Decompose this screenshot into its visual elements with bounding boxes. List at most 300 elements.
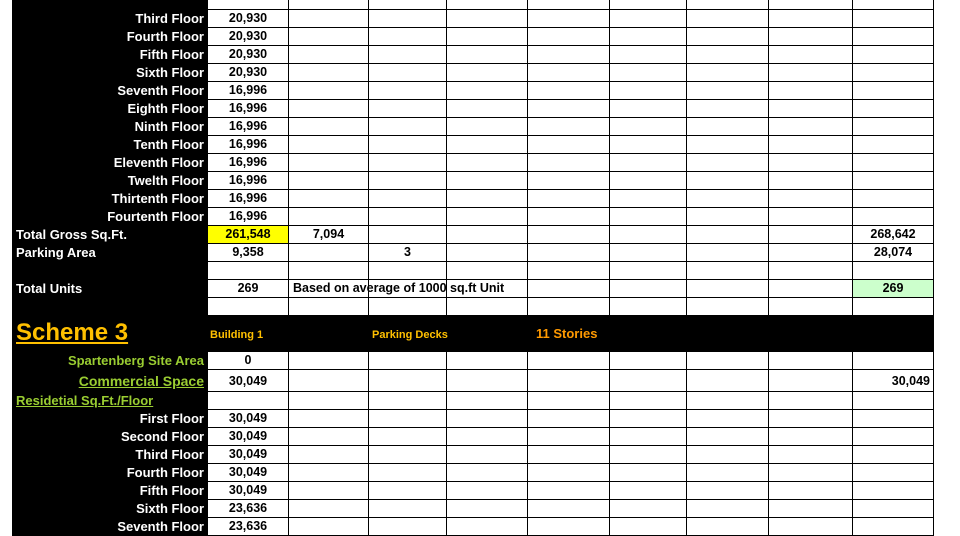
cell[interactable]: [528, 244, 610, 262]
cell[interactable]: [369, 226, 447, 244]
cell[interactable]: [289, 82, 369, 100]
cell[interactable]: [447, 118, 528, 136]
site-area-value-cell[interactable]: 0: [207, 352, 289, 370]
cell[interactable]: [289, 392, 369, 410]
cell[interactable]: [769, 464, 853, 482]
cell[interactable]: [853, 428, 934, 446]
cell[interactable]: [289, 482, 369, 500]
cell[interactable]: [447, 262, 528, 280]
cell[interactable]: [528, 410, 610, 428]
floor-row: [0, 190, 960, 208]
cell[interactable]: [610, 446, 687, 464]
total-gross-label: Total Gross Sq.Ft.: [12, 226, 207, 244]
floor-row: [0, 154, 960, 172]
cell[interactable]: [289, 262, 369, 280]
cell[interactable]: [289, 410, 369, 428]
cell[interactable]: [769, 446, 853, 464]
cell[interactable]: [853, 190, 934, 208]
cell[interactable]: [447, 154, 528, 172]
cell[interactable]: [769, 428, 853, 446]
cell[interactable]: [769, 64, 853, 82]
floor-value-cell[interactable]: 16,996: [207, 82, 289, 100]
row-label: [12, 0, 207, 10]
floor-row: [0, 100, 960, 118]
cell[interactable]: [687, 28, 769, 46]
cell[interactable]: [289, 500, 369, 518]
cell[interactable]: [610, 226, 687, 244]
row-label: [12, 298, 207, 316]
cell[interactable]: [853, 136, 934, 154]
commercial-space-row: [0, 370, 960, 392]
cell[interactable]: [610, 464, 687, 482]
cell[interactable]: [369, 10, 447, 28]
cell[interactable]: [528, 136, 610, 154]
cell[interactable]: [687, 392, 769, 410]
cell[interactable]: [610, 262, 687, 280]
floor-value-cell[interactable]: 20,930: [207, 46, 289, 64]
cell[interactable]: [289, 136, 369, 154]
cell[interactable]: [687, 172, 769, 190]
cell[interactable]: [369, 28, 447, 46]
table-row: [0, 298, 960, 316]
cell[interactable]: [853, 208, 934, 226]
floor-row: [0, 136, 960, 154]
cell[interactable]: [610, 0, 687, 10]
cell[interactable]: [853, 410, 934, 428]
cell[interactable]: [369, 446, 447, 464]
total-gross-parking-cell[interactable]: 7,094: [289, 226, 369, 244]
cell[interactable]: [853, 64, 934, 82]
cell[interactable]: [528, 154, 610, 172]
cell[interactable]: [528, 82, 610, 100]
floor-label: Fifth Floor: [12, 482, 207, 500]
row-label: [12, 262, 207, 280]
cell[interactable]: [687, 446, 769, 464]
cell[interactable]: [687, 464, 769, 482]
floor-row: [0, 410, 960, 428]
cell[interactable]: [207, 262, 289, 280]
cell[interactable]: [447, 428, 528, 446]
cell[interactable]: [289, 118, 369, 136]
cell[interactable]: [528, 190, 610, 208]
cell[interactable]: [853, 262, 934, 280]
cell[interactable]: [687, 190, 769, 208]
cell[interactable]: [769, 172, 853, 190]
cell[interactable]: [289, 46, 369, 64]
cell[interactable]: [769, 370, 853, 392]
cell[interactable]: [687, 518, 769, 536]
residential-header-row: [0, 392, 960, 410]
cell[interactable]: [610, 244, 687, 262]
cell[interactable]: [447, 518, 528, 536]
cell[interactable]: [447, 0, 528, 10]
cell[interactable]: [610, 118, 687, 136]
total-gross-building-cell[interactable]: 261,548: [207, 226, 289, 244]
floor-value-cell[interactable]: 30,049: [207, 482, 289, 500]
cell[interactable]: [369, 82, 447, 100]
floor-row: [0, 428, 960, 446]
scheme3-header-row: [0, 316, 960, 352]
cell[interactable]: [853, 392, 934, 410]
cell[interactable]: [369, 428, 447, 446]
cell[interactable]: [769, 118, 853, 136]
cell[interactable]: [610, 82, 687, 100]
cell[interactable]: [369, 262, 447, 280]
header-bar: [12, 316, 934, 352]
floor-row: [0, 118, 960, 136]
cell[interactable]: [769, 410, 853, 428]
cell[interactable]: [528, 100, 610, 118]
cell[interactable]: [447, 28, 528, 46]
cell[interactable]: [447, 226, 528, 244]
cell[interactable]: [369, 0, 447, 10]
cell[interactable]: [528, 172, 610, 190]
cell[interactable]: [289, 172, 369, 190]
table-row: [0, 262, 960, 280]
cell[interactable]: [447, 298, 528, 316]
cell[interactable]: [687, 0, 769, 10]
cell[interactable]: [447, 446, 528, 464]
cell[interactable]: [369, 500, 447, 518]
cell[interactable]: [853, 352, 934, 370]
cell[interactable]: [687, 10, 769, 28]
building-column-header: Building 1: [210, 329, 264, 341]
cell[interactable]: [369, 518, 447, 536]
cell[interactable]: [687, 370, 769, 392]
cell[interactable]: [289, 64, 369, 82]
cell[interactable]: [687, 410, 769, 428]
cell[interactable]: [289, 352, 369, 370]
cell[interactable]: [687, 208, 769, 226]
cell[interactable]: [447, 136, 528, 154]
scheme2-floor-rows: [0, 10, 960, 226]
cell[interactable]: [769, 10, 853, 28]
floor-value-cell[interactable]: 16,996: [207, 154, 289, 172]
cell[interactable]: [687, 118, 769, 136]
cell[interactable]: [528, 464, 610, 482]
cell[interactable]: [687, 500, 769, 518]
floor-value-cell[interactable]: 20,930: [207, 10, 289, 28]
floor-label: Eleventh Floor: [12, 154, 207, 172]
cell[interactable]: [447, 392, 528, 410]
cell[interactable]: [207, 392, 289, 410]
cell[interactable]: [853, 118, 934, 136]
floor-value-cell[interactable]: 30,049: [207, 428, 289, 446]
cell[interactable]: [687, 46, 769, 64]
cell[interactable]: [610, 298, 687, 316]
floor-label: Seventh Floor: [12, 82, 207, 100]
cell[interactable]: [528, 226, 610, 244]
cell[interactable]: [369, 64, 447, 82]
cell[interactable]: [447, 464, 528, 482]
cell[interactable]: [853, 464, 934, 482]
cell[interactable]: [369, 136, 447, 154]
scheme3-title: Scheme 3: [16, 319, 129, 346]
cell[interactable]: [289, 100, 369, 118]
cell[interactable]: [610, 428, 687, 446]
cell[interactable]: [769, 500, 853, 518]
cell[interactable]: [769, 100, 853, 118]
cell[interactable]: [687, 64, 769, 82]
total-units-row: [0, 280, 960, 298]
floor-row: [0, 446, 960, 464]
floor-value-cell[interactable]: 30,049: [207, 446, 289, 464]
cell[interactable]: [528, 46, 610, 64]
floor-value-cell[interactable]: 16,996: [207, 190, 289, 208]
stories-label: 11 Stories: [536, 326, 598, 341]
cell[interactable]: [610, 100, 687, 118]
cell[interactable]: [853, 0, 934, 10]
floor-row: [0, 482, 960, 500]
cell[interactable]: [369, 370, 447, 392]
cell[interactable]: [289, 190, 369, 208]
floor-value-cell[interactable]: 23,636: [207, 518, 289, 536]
cell[interactable]: [369, 190, 447, 208]
cell[interactable]: [447, 10, 528, 28]
cell[interactable]: [528, 482, 610, 500]
cell[interactable]: [769, 518, 853, 536]
cell[interactable]: [528, 370, 610, 392]
cell[interactable]: [610, 10, 687, 28]
cell[interactable]: [369, 392, 447, 410]
cell[interactable]: [369, 352, 447, 370]
cell[interactable]: [289, 0, 369, 10]
cell[interactable]: [769, 46, 853, 64]
cell[interactable]: [369, 118, 447, 136]
cell[interactable]: [207, 298, 289, 316]
cell[interactable]: [853, 482, 934, 500]
cell[interactable]: [528, 500, 610, 518]
cell[interactable]: [369, 298, 447, 316]
floor-label: Eighth Floor: [12, 100, 207, 118]
cell[interactable]: [610, 410, 687, 428]
floor-value-cell[interactable]: 30,049: [207, 464, 289, 482]
cell[interactable]: [289, 154, 369, 172]
cell[interactable]: [610, 500, 687, 518]
cell[interactable]: [610, 208, 687, 226]
cell[interactable]: [610, 352, 687, 370]
floor-row: [0, 518, 960, 536]
cell[interactable]: [769, 154, 853, 172]
cell[interactable]: [769, 190, 853, 208]
cell[interactable]: [447, 64, 528, 82]
floor-value-cell[interactable]: 23,636: [207, 500, 289, 518]
cell[interactable]: [853, 298, 934, 316]
total-units-label: Total Units: [12, 280, 207, 298]
floor-value-cell[interactable]: 30,049: [207, 410, 289, 428]
cell[interactable]: [369, 100, 447, 118]
cell[interactable]: [687, 262, 769, 280]
cell[interactable]: [610, 28, 687, 46]
cell[interactable]: [369, 208, 447, 226]
cell[interactable]: [528, 64, 610, 82]
floor-label: Twelth Floor: [12, 172, 207, 190]
cell[interactable]: [687, 298, 769, 316]
cell[interactable]: [687, 428, 769, 446]
cell[interactable]: [447, 190, 528, 208]
cell[interactable]: [528, 392, 610, 410]
cell[interactable]: [289, 244, 369, 262]
cell[interactable]: [610, 154, 687, 172]
total-units-note: Based on average of 1000 sq.ft Unit: [289, 280, 853, 298]
cell[interactable]: [687, 482, 769, 500]
cell[interactable]: [769, 28, 853, 46]
cell[interactable]: [769, 82, 853, 100]
total-gross-total-cell[interactable]: 268,642: [853, 226, 934, 244]
floor-label: Third Floor: [12, 10, 207, 28]
parking-area-total-cell[interactable]: 28,074: [853, 244, 934, 262]
floor-label: Thirtenth Floor: [12, 190, 207, 208]
cell[interactable]: [687, 352, 769, 370]
cell[interactable]: [528, 298, 610, 316]
cell[interactable]: [769, 244, 853, 262]
cell[interactable]: [853, 518, 934, 536]
site-area-row: [0, 352, 960, 370]
commercial-value-cell[interactable]: 30,049: [207, 370, 289, 392]
floor-value-cell[interactable]: 16,996: [207, 136, 289, 154]
cell[interactable]: [369, 172, 447, 190]
cell[interactable]: [687, 154, 769, 172]
cell[interactable]: [447, 100, 528, 118]
total-units-total-cell[interactable]: 269: [853, 280, 934, 298]
cell[interactable]: [447, 370, 528, 392]
cell[interactable]: [853, 28, 934, 46]
cell[interactable]: [289, 298, 369, 316]
cell[interactable]: [528, 10, 610, 28]
cell[interactable]: [528, 518, 610, 536]
cell[interactable]: [447, 500, 528, 518]
cell[interactable]: [207, 0, 289, 10]
cell[interactable]: [447, 208, 528, 226]
cell[interactable]: [528, 446, 610, 464]
total-gross-row: [0, 226, 960, 244]
cell[interactable]: [769, 262, 853, 280]
cell[interactable]: [610, 392, 687, 410]
cell[interactable]: [447, 352, 528, 370]
cell[interactable]: [528, 118, 610, 136]
cell[interactable]: [369, 154, 447, 172]
cell[interactable]: [447, 172, 528, 190]
floor-row: [0, 464, 960, 482]
cell[interactable]: [610, 64, 687, 82]
cell[interactable]: [289, 10, 369, 28]
floor-label: Third Floor: [12, 446, 207, 464]
floor-label: Seventh Floor: [12, 518, 207, 536]
floor-label: Fourth Floor: [12, 464, 207, 482]
cell[interactable]: [610, 172, 687, 190]
floor-row: [0, 208, 960, 226]
cell[interactable]: [853, 10, 934, 28]
cell[interactable]: [528, 428, 610, 446]
cell[interactable]: [369, 464, 447, 482]
cell[interactable]: [447, 482, 528, 500]
cell[interactable]: [769, 0, 853, 10]
residential-header-label: Residetial Sq.Ft./Floor: [12, 392, 207, 410]
cell[interactable]: [853, 500, 934, 518]
floor-value-cell[interactable]: 16,996: [207, 208, 289, 226]
cell[interactable]: [447, 82, 528, 100]
floor-label: Fifth Floor: [12, 46, 207, 64]
site-area-label: Spartenberg Site Area: [12, 352, 207, 370]
floor-label: Ninth Floor: [12, 118, 207, 136]
cell[interactable]: [528, 0, 610, 10]
cell[interactable]: [289, 464, 369, 482]
floor-label: Fourtenth Floor: [12, 208, 207, 226]
commercial-total-cell[interactable]: 30,049: [853, 370, 934, 392]
floor-label: Second Floor: [12, 428, 207, 446]
floor-label: Tenth Floor: [12, 136, 207, 154]
cell[interactable]: [853, 446, 934, 464]
cell[interactable]: [687, 82, 769, 100]
cell[interactable]: [289, 518, 369, 536]
parking-decks-cell[interactable]: 3: [369, 244, 447, 262]
cell[interactable]: [369, 46, 447, 64]
cell[interactable]: [289, 446, 369, 464]
cell[interactable]: [687, 226, 769, 244]
cell[interactable]: [769, 136, 853, 154]
cell[interactable]: [447, 410, 528, 428]
cell[interactable]: [853, 82, 934, 100]
cell[interactable]: [687, 136, 769, 154]
cell[interactable]: [769, 298, 853, 316]
floor-row: [0, 82, 960, 100]
cell[interactable]: [769, 208, 853, 226]
floor-value-cell[interactable]: 16,996: [207, 100, 289, 118]
floor-row: [0, 46, 960, 64]
scheme3-floor-rows: [0, 410, 960, 536]
cell[interactable]: [610, 46, 687, 64]
cell[interactable]: [289, 370, 369, 392]
cell[interactable]: [289, 428, 369, 446]
cell[interactable]: [687, 100, 769, 118]
cell[interactable]: [528, 208, 610, 226]
cell[interactable]: [853, 46, 934, 64]
floor-value-cell[interactable]: 20,930: [207, 64, 289, 82]
cell[interactable]: [369, 410, 447, 428]
cell[interactable]: [769, 226, 853, 244]
cell[interactable]: [447, 244, 528, 262]
floor-row: [0, 10, 960, 28]
cell[interactable]: [610, 518, 687, 536]
floor-row: [0, 500, 960, 518]
cell[interactable]: [687, 244, 769, 262]
parking-area-building-cell[interactable]: 9,358: [207, 244, 289, 262]
cell[interactable]: [610, 136, 687, 154]
cell[interactable]: [610, 482, 687, 500]
cell[interactable]: [853, 154, 934, 172]
floor-value-cell[interactable]: 16,996: [207, 172, 289, 190]
cell[interactable]: [369, 482, 447, 500]
cell[interactable]: [447, 46, 528, 64]
cell[interactable]: [769, 352, 853, 370]
floor-value-cell[interactable]: 20,930: [207, 28, 289, 46]
cell[interactable]: [528, 352, 610, 370]
floor-value-cell[interactable]: 16,996: [207, 118, 289, 136]
cell[interactable]: [853, 172, 934, 190]
floor-label: Sixth Floor: [12, 64, 207, 82]
cell[interactable]: [769, 392, 853, 410]
cell[interactable]: [769, 482, 853, 500]
cell[interactable]: [610, 190, 687, 208]
cell[interactable]: [289, 28, 369, 46]
cell[interactable]: [610, 370, 687, 392]
total-units-building-cell[interactable]: 269: [207, 280, 289, 298]
cell[interactable]: [528, 262, 610, 280]
cell[interactable]: [528, 28, 610, 46]
floor-label: First Floor: [12, 410, 207, 428]
cell[interactable]: [289, 208, 369, 226]
cell[interactable]: [853, 100, 934, 118]
